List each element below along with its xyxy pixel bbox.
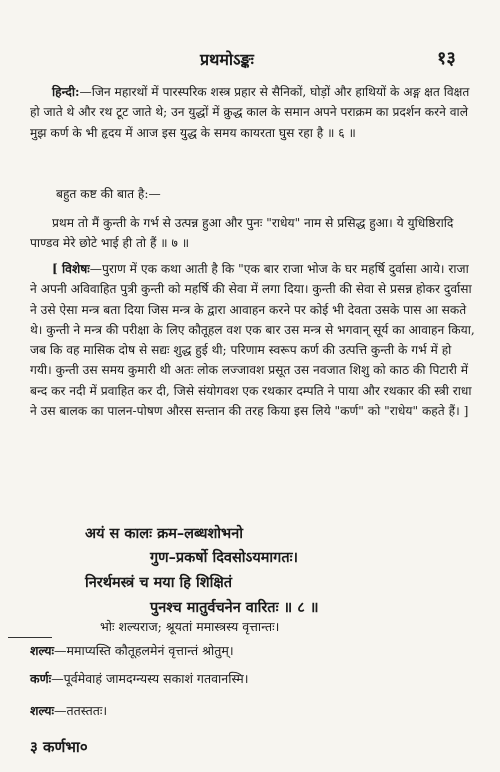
hindi-label: हिन्दी: bbox=[52, 85, 80, 99]
shloka-line-1: अयं स कालः क्रम–लब्धशोभनो bbox=[85, 525, 244, 542]
page-header bbox=[0, 48, 500, 72]
shloka-line-4: पुनश्च मातुर्वचनेन वारितः ॥ ८ ॥ bbox=[150, 599, 319, 616]
dialogue-text: —ममाप्यस्ति कौतूहलमेनं वृत्तान्तं श्रोतुम्। bbox=[54, 643, 234, 658]
footer-signature: ३ कर्णभा० bbox=[30, 738, 88, 756]
bahut-line: बहुत कष्ट की बात है:— bbox=[56, 187, 161, 201]
dialogue-line bbox=[30, 642, 234, 659]
dialogue-line bbox=[30, 702, 107, 719]
vishesh-text: —पुराण में एक कथा आती है कि "एक बार राजा भोज के घर महर्षि दुर्वासा आये। राजा ने अपनी अविवाहित पुत्री कुन्ती को महर्षि की सेवा में लगा दिया। कुन्ती की सेवा से प्रसन्न होकर दुर्वासा ने उसे ऐसा मन्त्र बता दिया जिस मन्त्र के द्वारा आवाहन करने पर कोई भी देवता उसके पास आ सकते थे। कुन्ती ने मन्त्र की परीक्षा के लिए कौतूहल वश एक बार उस मन्त्र से भगवान् सूर्य का आवाहन किया, जब कि वह मासिक दोष से सद्यः शुद्ध हुई थी; परिणाम स्वरूप कर्ण की उत्पत्ति कुन्ती के गर्भ में हो गयी। कुन्ती उस समय कुमारी थी अतः लोक लज्जावश प्रसूत उस नवजात शिशु को काठ की पिटारी में बन्द कर नदी में प्रवाहित कर दी, जिसे संयोगवश एक रथकार दम्पति ने पाया और रथकार की स्त्री राधा ने उस बालक का पालन-पोषण औरस सन्तान की तरह किया इस लिये "कर्ण" को "राधेय" कहते हैं। ] bbox=[30, 262, 475, 419]
vishesh-label: [ विशेषः bbox=[52, 262, 90, 276]
shloka-line-3: निरर्थमस्त्रं च मया हि शिक्षितं bbox=[85, 574, 233, 591]
dialogue-text: —पूर्वमेवाहं जामदग्न्यस्य सकाशं गतवानस्मि। bbox=[51, 671, 249, 686]
dialogue-speaker: शल्यः bbox=[30, 643, 54, 658]
dialogue-speaker: कर्णः bbox=[30, 671, 52, 686]
shloka-line-2: गुण–प्रकर्षो दिवसोऽयमागतः। bbox=[150, 549, 299, 566]
divider-rule bbox=[8, 637, 52, 638]
bho-line: भोः शल्यराज; श्रूयतां ममास्त्रस्य वृत्तान्तः। bbox=[100, 619, 280, 634]
page-number: १३ bbox=[437, 48, 456, 69]
dialogue-line bbox=[30, 670, 249, 687]
hindi-text: —जिन महारथों में पारस्परिक शस्त्र प्रहार से सैनिकों, घोड़ों और हाथियों के अङ्ग क्षत विक्षत हो जाते थे और रथ टूट जाते थे; उन युद्धों में क्रुद्ध काल के समान अपने पराक्रम का प्रदर्शन करने वाले मुझ कर्ण के भी हृदय में आज इस युद्ध के समय कायरता घुस रहा है ॥ ६ ॥ bbox=[30, 85, 470, 140]
prathama-paragraph: प्रथम तो मैं कुन्ती के गर्भ से उत्पन्न हुआ और पुनः "राधेय" नाम से प्रसिद्ध हुआ। ये युधिष्ठिरादि पाण्डव मेरे छोटे भाई ही तो हैं ॥ ७ ॥ bbox=[30, 216, 454, 251]
dialogue-speaker: शल्यः bbox=[30, 703, 54, 718]
running-title: प्रथमोऽङ्कः bbox=[200, 50, 254, 69]
dialogue-text: —ततस्ततः। bbox=[54, 703, 108, 718]
vishesh-paragraph bbox=[30, 259, 476, 421]
hindi-translation-paragraph bbox=[30, 82, 476, 143]
